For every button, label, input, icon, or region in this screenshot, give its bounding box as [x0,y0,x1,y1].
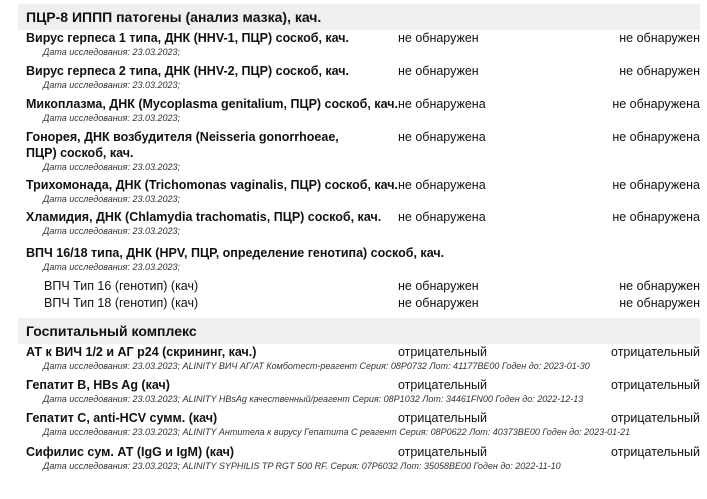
result-value-2: не обнаружена [612,130,700,144]
result-value: не обнаружена [398,97,486,111]
section-header-pcr: ПЦР-8 ИППП патогены (анализ мазка), кач. [18,4,700,30]
result-row [26,96,700,125]
result-value: отрицательный [398,345,487,359]
test-date: Дата исследования: 23.03.2023; ALINITY ВИЧ АГ/АТ Комботест-реагент Серия: 08P0732 Лот: 41177BE00 Годен до: 2023-01-30 [43,361,590,371]
test-date: Дата исследования: 23.03.2023; [43,226,181,236]
result-row [26,63,700,92]
section-header-hospital: Госпитальный комплекс [18,318,700,344]
test-date: Дата исследования: 23.03.2023; [43,262,181,272]
result-row [26,410,700,439]
result-value-2: не обнаружена [612,97,700,111]
result-value: отрицательный [398,378,487,392]
test-name: Гепатит B, HBs Ag (кач) [26,378,170,392]
result-value-2: не обнаружен [619,296,700,310]
result-row [26,344,700,373]
test-date: Дата исследования: 23.03.2023; ALINITY SYPHILIS TP RGT 500 RF. Серия: 07P6032 Лот: 35058BE00 Годен до: 2022-11-10 [43,461,561,471]
result-value: отрицательный [398,411,487,425]
result-value-2: не обнаружен [619,64,700,78]
result-value-2: отрицательный [611,411,700,425]
result-row [26,209,700,238]
result-row [26,278,700,294]
result-row [26,444,700,473]
test-name: Вирус герпеса 2 типа, ДНК (HHV-2, ПЦР) соскоб, кач. [26,64,350,78]
test-name: АТ к ВИЧ 1/2 и АГ p24 (скрининг, кач.) [26,345,257,359]
result-value-2: отрицательный [611,378,700,392]
result-value: не обнаружена [398,130,486,144]
test-name: Вирус герпеса 1 типа, ДНК (HHV-1, ПЦР) соскоб, кач. [26,31,350,45]
test-name: Сифилис сум. АТ (IgG и IgM) (кач) [26,445,235,459]
result-value-2: не обнаружен [619,31,700,45]
test-name: ВПЧ Тип 16 (генотип) (кач) [44,279,199,293]
result-value: не обнаружен [398,31,479,45]
result-row [26,129,700,174]
test-date: Дата исследования: 23.03.2023; ALINITY HBsAg качественный/реагент Серия: 08P1032 Лот: 34461FN00 Годен до: 2022-12-13 [43,394,584,404]
result-value-2: отрицательный [611,445,700,459]
test-name: Гонорея, ДНК возбудителя (Neisseria gonorrhoeae, ПЦР) соскоб, кач. [26,130,339,160]
result-row [26,30,700,59]
test-name: Хламидия, ДНК (Chlamydia trachomatis, ПЦР) соскоб, кач. [26,210,382,224]
test-date: Дата исследования: 23.03.2023; [43,80,181,90]
result-row [26,295,700,311]
result-row [26,377,700,406]
result-row [26,177,700,206]
test-name: Гепатит C, anti-HCV сумм. (кач) [26,411,218,425]
result-value: не обнаружен [398,296,479,310]
result-value-2: отрицательный [611,345,700,359]
test-name: Микоплазма, ДНК (Mycoplasma genitalium, ПЦР) соскоб, кач. [26,97,398,111]
result-value: не обнаружен [398,279,479,293]
test-date: Дата исследования: 23.03.2023; [43,113,181,123]
result-row [26,245,700,274]
test-date: Дата исследования: 23.03.2023; [43,162,181,172]
test-date: Дата исследования: 23.03.2023; ALINITY Антитела к вирусу Гепатита С реагент Серия: 08P0622 Лот: 40373BE00 Годен до: 2023-01-21 [43,427,631,437]
test-name: ВПЧ Тип 18 (генотип) (кач) [44,296,199,310]
result-value: не обнаружена [398,210,486,224]
test-name: ВПЧ 16/18 типа, ДНК (HPV, ПЦР, определение генотипа) соскоб, кач. [26,246,445,260]
test-date: Дата исследования: 23.03.2023; [43,194,181,204]
result-value: не обнаружена [398,178,486,192]
test-date: Дата исследования: 23.03.2023; [43,47,181,57]
result-value-2: не обнаружена [612,178,700,192]
result-value: отрицательный [398,445,487,459]
result-value: не обнаружен [398,64,479,78]
test-name: Трихомонада, ДНК (Trichomonas vaginalis, ПЦР) соскоб, кач. [26,178,399,192]
result-value-2: не обнаружен [619,279,700,293]
result-value-2: не обнаружена [612,210,700,224]
